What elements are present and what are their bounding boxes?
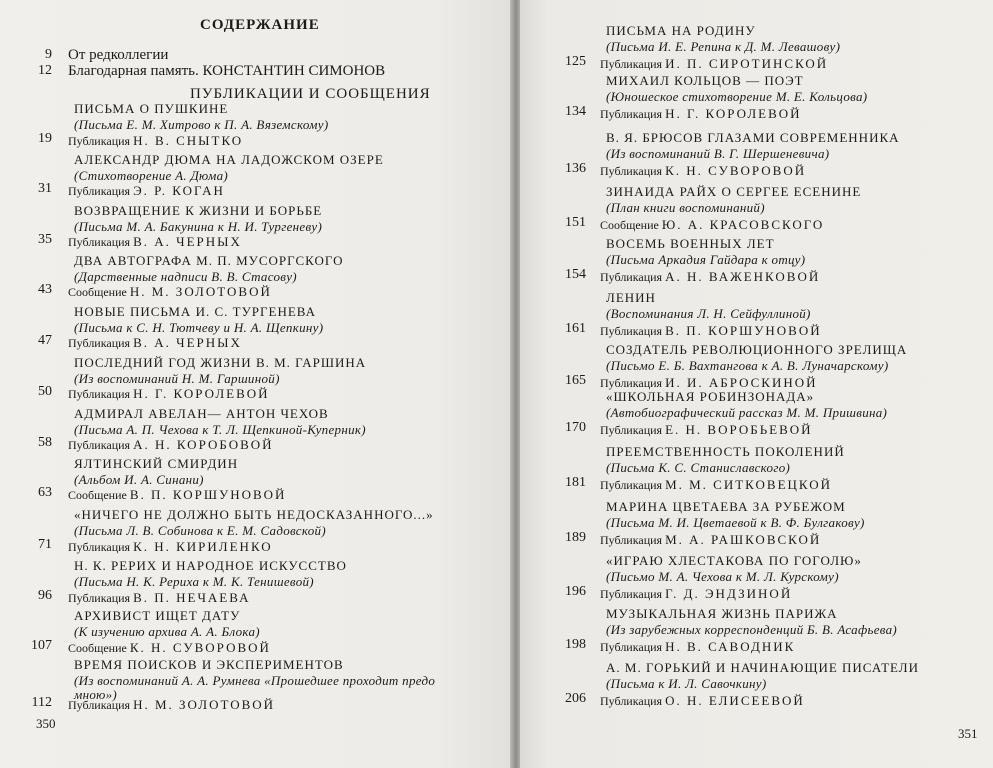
publisher-credit — [68, 183, 225, 199]
credit-role: Сообщение — [68, 488, 127, 502]
entry-subtitle: (Альбом И. А. Синани) — [74, 472, 204, 487]
credit-author: Н. М. ЗОЛОТОВОЙ — [133, 697, 276, 712]
entry-subtitle: (Письма Л. В. Собинова к Е. М. Садовской) — [74, 523, 326, 538]
publisher-credit — [600, 693, 805, 709]
publisher-credit — [68, 386, 270, 402]
credit-author: В. П. НЕЧАЕВА — [133, 590, 251, 605]
credit-author: М. М. СИТКОВЕЦКОЙ — [665, 477, 833, 492]
page-ref: 181 — [565, 475, 586, 490]
page-ref: 134 — [565, 104, 586, 119]
entry-heading: В. Я. БРЮСОВ ГЛАЗАМИ СОВРЕМЕННИКА — [606, 130, 900, 145]
entry-subtitle: (Письма М. А. Бакунина к Н. И. Тургеневу) — [74, 219, 323, 234]
publisher-credit — [68, 640, 271, 656]
entry-subtitle: (Из воспоминаний А. А. Румнева «Прошедшее проходит предо — [74, 673, 436, 688]
page-ref: 50 — [38, 384, 52, 399]
entry-heading: А. М. ГОРЬКИЙ И НАЧИНАЮЩИЕ ПИСАТЕЛИ — [606, 660, 919, 675]
credit-author: А. Н. КОРОБОВОЙ — [133, 437, 274, 452]
entry-heading: «ШКОЛЬНАЯ РОБИНЗОНАДА» — [606, 389, 815, 404]
publisher-credit — [68, 133, 243, 149]
credit-author: Н. М. ЗОЛОТОВОЙ — [129, 284, 272, 299]
credit-author: В. П. КОРШУНОВОЙ — [129, 487, 287, 502]
entry-subtitle: (Письмо Е. Б. Вахтангова к А. В. Луначарскому) — [606, 358, 889, 373]
credit-author: Г. Д. ЭНДЗИНОЙ — [665, 586, 793, 601]
entry-subtitle: (Из воспоминаний Н. М. Гаршиной) — [74, 371, 280, 386]
credit-author: А. Н. ВАЖЕНКОВОЙ — [665, 269, 821, 284]
credit-author: Н. В. САВОДНИК — [665, 639, 796, 654]
credit-author: В. П. КОРШУНОВОЙ — [665, 323, 822, 338]
entry-heading: «ИГРАЮ ХЛЕСТАКОВА ПО ГОГОЛЮ» — [606, 553, 862, 568]
credit-role: Публикация — [600, 324, 663, 338]
credit-role: Сообщение — [68, 641, 127, 655]
page-ref: 154 — [565, 267, 586, 282]
entry-heading: НОВЫЕ ПИСЬМА И. С. ТУРГЕНЕВА — [74, 304, 317, 319]
page-ref: 136 — [565, 161, 586, 176]
entry-subtitle: (Дарственные надписи В. В. Стасову) — [74, 269, 297, 284]
entry-heading: Н. К. РЕРИХ И НАРОДНОЕ ИСКУССТВО — [74, 558, 347, 573]
publisher-credit — [68, 437, 274, 453]
toc-title: СОДЕРЖАНИЕ — [200, 17, 320, 33]
entry-subtitle-cont: мною») — [74, 687, 118, 702]
credit-role: Публикация — [68, 134, 131, 148]
publisher-credit — [600, 106, 802, 122]
credit-role: Публикация — [600, 694, 663, 708]
credit-author: О. Н. ЕЛИСЕЕВОЙ — [665, 693, 805, 708]
entry-subtitle: (Письма к С. Н. Тютчеву и Н. А. Щепкину) — [74, 320, 324, 335]
publisher-credit — [600, 217, 824, 233]
entry-heading: ПРЕЕМСТВЕННОСТЬ ПОКОЛЕНИЙ — [606, 444, 845, 459]
credit-role: Публикация — [68, 336, 131, 350]
entry-heading: ПОСЛЕДНИЙ ГОД ЖИЗНИ В. М. ГАРШИНА — [74, 355, 367, 370]
credit-role: Публикация — [68, 438, 131, 452]
credit-author: Н. Г. КОРОЛЕВОЙ — [133, 386, 270, 401]
page-ref: 71 — [38, 537, 52, 552]
page-ref: 63 — [38, 485, 52, 500]
page-ref: 31 — [38, 181, 52, 196]
page-ref: 170 — [565, 420, 586, 435]
entry-subtitle: (Письма Аркадия Гайдара к отцу) — [606, 252, 806, 267]
page-ref: 12 — [38, 63, 52, 78]
credit-role: Публикация — [600, 164, 663, 178]
section-title: ПУБЛИКАЦИИ И СООБЩЕНИЯ — [190, 86, 431, 102]
entry-heading: МИХАИЛ КОЛЬЦОВ — ПОЭТ — [606, 73, 804, 88]
credit-role: Публикация — [600, 640, 663, 654]
credit-role: Публикация — [68, 540, 131, 554]
credit-author: К. Н. СУВОРОВОЙ — [665, 163, 807, 178]
page-ref: 96 — [38, 588, 52, 603]
credit-author: Ю. А. КРАСОВСКОГО — [661, 217, 825, 232]
credit-role: Публикация — [600, 376, 663, 390]
credit-role: Публикация — [68, 184, 131, 198]
publisher-credit — [600, 532, 821, 548]
credit-author: Э. Р. КОГАН — [133, 183, 225, 198]
entry-heading: МАРИНА ЦВЕТАЕВА ЗА РУБЕЖОМ — [606, 499, 846, 514]
credit-role: Публикация — [600, 478, 663, 492]
publisher-credit — [600, 639, 795, 655]
page-ref: 165 — [565, 373, 586, 388]
credit-role: Публикация — [68, 387, 131, 401]
credit-role: Публикация — [600, 270, 663, 284]
entry-subtitle: (К изучению архива А. А. Блока) — [74, 624, 260, 639]
entry-heading: АДМИРАЛ АВЕЛАН— АНТОН ЧЕХОВ — [74, 406, 329, 421]
entry-subtitle: (Письма К. С. Станиславского) — [606, 460, 791, 475]
entry-heading: ДВА АВТОГРАФА М. П. МУСОРГСКОГО — [74, 253, 344, 268]
entry-heading: ЛЕНИН — [606, 290, 656, 305]
publisher-credit — [600, 269, 820, 285]
entry-subtitle: (Письма к И. Л. Савочкину) — [606, 676, 767, 691]
page-ref: 151 — [565, 215, 586, 230]
entry-heading: ВОСЕМЬ ВОЕННЫХ ЛЕТ — [606, 236, 775, 251]
publisher-credit — [600, 586, 792, 602]
entry-heading: ВОЗВРАЩЕНИЕ К ЖИЗНИ И БОРЬБЕ — [74, 203, 323, 218]
entry-heading: ЗИНАИДА РАЙХ О СЕРГЕЕ ЕСЕНИНЕ — [606, 184, 862, 199]
entry-subtitle: (Письма Н. К. Рериха к М. К. Тенишевой) — [74, 574, 314, 589]
entry-subtitle: (Автобиографический рассказ М. М. Пришвина) — [606, 405, 888, 420]
entry-heading: СОЗДАТЕЛЬ РЕВОЛЮЦИОННОГО ЗРЕЛИЩА — [606, 342, 908, 357]
credit-author: Н. Г. КОРОЛЕВОЙ — [665, 106, 802, 121]
credit-author: М. А. РАШКОВСКОЙ — [665, 532, 822, 547]
entry-heading: ПИСЬМА О ПУШКИНЕ — [74, 101, 229, 116]
credit-role: Публикация — [68, 698, 131, 712]
credit-role: Сообщение — [68, 285, 127, 299]
entry-heading: МУЗЫКАЛЬНАЯ ЖИЗНЬ ПАРИЖА — [606, 606, 838, 621]
page-ref: 112 — [31, 695, 52, 710]
credit-role: Публикация — [68, 235, 131, 249]
credit-role: Публикация — [600, 423, 663, 437]
credit-author: Н. В. СНЫТКО — [133, 133, 244, 148]
entry-heading: ЯЛТИНСКИЙ СМИРДИН — [74, 456, 239, 471]
page-ref: 189 — [565, 530, 586, 545]
page-ref: 19 — [38, 131, 52, 146]
publisher-credit — [68, 539, 273, 555]
page-ref: 125 — [565, 54, 586, 69]
entry-subtitle: (Из зарубежных корреспонденций Б. В. Асафьева) — [606, 622, 898, 637]
publisher-credit — [600, 56, 828, 72]
entry-heading: ПИСЬМА НА РОДИНУ — [606, 23, 756, 38]
entry-heading: АРХИВИСТ ИЩЕТ ДАТУ — [74, 608, 241, 623]
page-ref: 58 — [38, 435, 52, 450]
entry-subtitle: (Письма А. П. Чехова к Т. Л. Щепкиной-Куперник) — [74, 422, 366, 437]
credit-author: К. Н. СУВОРОВОЙ — [129, 640, 271, 655]
entry-subtitle: (Стихотворение А. Дюма) — [74, 168, 229, 183]
entry-heading: «НИЧЕГО НЕ ДОЛЖНО БЫТЬ НЕДОСКАЗАННОГО...» — [74, 507, 434, 522]
page-ref: 196 — [565, 584, 586, 599]
publisher-credit — [600, 323, 822, 339]
page-ref: 198 — [565, 637, 586, 652]
credit-role: Публикация — [600, 57, 663, 71]
credit-role: Сообщение — [600, 218, 659, 232]
publisher-credit — [68, 590, 250, 606]
page-ref: 35 — [38, 232, 52, 247]
credit-role: Публикация — [600, 587, 663, 601]
entry-subtitle: (Воспоминания Л. Н. Сейфуллиной) — [606, 306, 811, 321]
page-ref: 107 — [31, 638, 52, 653]
publisher-credit — [68, 284, 272, 300]
credit-author: И. И. АБРОСКИНОЙ — [665, 375, 818, 390]
publisher-credit — [68, 335, 242, 351]
credit-author: Е. Н. ВОРОБЬЕВОЙ — [665, 422, 813, 437]
publisher-credit — [600, 422, 813, 438]
entry-heading: ВРЕМЯ ПОИСКОВ И ЭКСПЕРИМЕНТОВ — [74, 657, 344, 672]
entry-subtitle: (Письма М. И. Цветаевой к В. Ф. Булгакову) — [606, 515, 865, 530]
publisher-credit — [600, 477, 832, 493]
right-page — [520, 0, 993, 768]
entry-heading: АЛЕКСАНДР ДЮМА НА ЛАДОЖСКОМ ОЗЕРЕ — [74, 152, 384, 167]
page-number: 351 — [958, 726, 978, 741]
entry-subtitle: (Письмо М. А. Чехова к М. Л. Курскому) — [606, 569, 839, 584]
page-ref: 206 — [565, 691, 586, 706]
entry-subtitle: (Письма И. Е. Репина к Д. М. Левашову) — [606, 39, 841, 54]
publisher-credit — [68, 487, 286, 503]
toc-item: Благодарная память. КОНСТАНТИН СИМОНОВ — [68, 63, 386, 79]
publisher-credit — [68, 234, 242, 250]
credit-role: Публикация — [600, 107, 663, 121]
entry-subtitle: (Юношеское стихотворение М. Е. Кольцова) — [606, 89, 868, 104]
credit-author: В. А. ЧЕРНЫХ — [133, 234, 242, 249]
credit-author: К. Н. КИРИЛЕНКО — [133, 539, 273, 554]
page-number: 350 — [36, 716, 56, 731]
entry-subtitle: (Из воспоминаний В. Г. Шершеневича) — [606, 146, 830, 161]
credit-role: Публикация — [600, 533, 663, 547]
entry-subtitle: (План книги воспоминаний) — [606, 200, 765, 215]
publisher-credit — [600, 163, 806, 179]
entry-subtitle: (Письма Е. М. Хитрово к П. А. Вяземскому) — [74, 117, 329, 132]
toc-item: От редколлегии — [68, 47, 169, 63]
credit-author: И. П. СИРОТИНСКОЙ — [665, 56, 829, 71]
credit-role: Публикация — [68, 591, 131, 605]
publisher-credit — [68, 697, 275, 713]
page-ref: 43 — [38, 282, 52, 297]
page-ref: 161 — [565, 321, 586, 336]
page-ref: 47 — [38, 333, 52, 348]
credit-author: В. А. ЧЕРНЫХ — [133, 335, 242, 350]
page-ref: 9 — [45, 47, 52, 62]
